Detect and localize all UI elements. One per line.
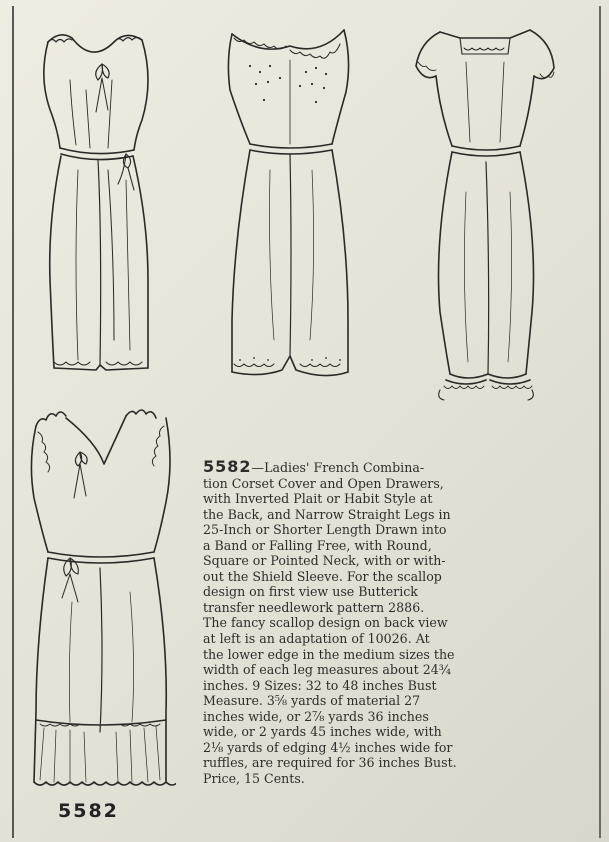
description-line: Price, 15 Cents.: [203, 770, 305, 786]
description-line: Measure. 3⅝ yards of material 27: [203, 693, 421, 709]
description-line: transfer needlework pattern 2886.: [203, 599, 425, 615]
garment-illustration-scallop-view: [220, 20, 360, 390]
description-line: 25-Inch or Shorter Length Drawn into: [203, 522, 447, 538]
pattern-number: 5582: [203, 457, 252, 476]
description-line: design on first view use Butterick: [203, 584, 418, 600]
description-line: a Band or Falling Free, with Round,: [203, 537, 432, 553]
description-line: tion Corset Cover and Open Drawers,: [203, 475, 444, 491]
description-line: Square or Pointed Neck, with or with-: [203, 553, 446, 569]
description-line: out the Shield Sleeve. For the scallop: [203, 568, 442, 584]
description-line: The fancy scallop design on back view: [203, 615, 448, 631]
description-line: inches wide, or 2⅞ yards 36 inches: [203, 708, 429, 724]
description-line: the lower edge in the medium sizes the: [203, 646, 455, 662]
description-first-line: 5582—Ladies' French Combina-: [203, 457, 425, 476]
description-line: with Inverted Plait or Habit Style at: [203, 491, 433, 507]
garment-illustration-front-view: [30, 20, 160, 380]
description-line: 2⅛ yards of edging 4½ inches wide for: [203, 739, 453, 755]
figure-pattern-number: 5582: [58, 800, 119, 822]
description-line: the Back, and Narrow Straight Legs in: [203, 506, 451, 522]
description-line: ruffles, are required for 36 inches Bust.: [203, 755, 457, 771]
pattern-description: [203, 459, 578, 786]
description-line: wide, or 2 yards 45 inches wide, with: [203, 724, 442, 740]
garment-illustration-back-view: [26, 402, 176, 797]
description-line: inches. 9 Sizes: 32 to 48 inches Bust: [203, 677, 437, 693]
description-line: width of each leg measures about 24¾: [203, 662, 451, 678]
garment-illustration-band-legs-view: [410, 12, 560, 407]
description-line: at left is an adaptation of 10026. At: [203, 631, 430, 647]
